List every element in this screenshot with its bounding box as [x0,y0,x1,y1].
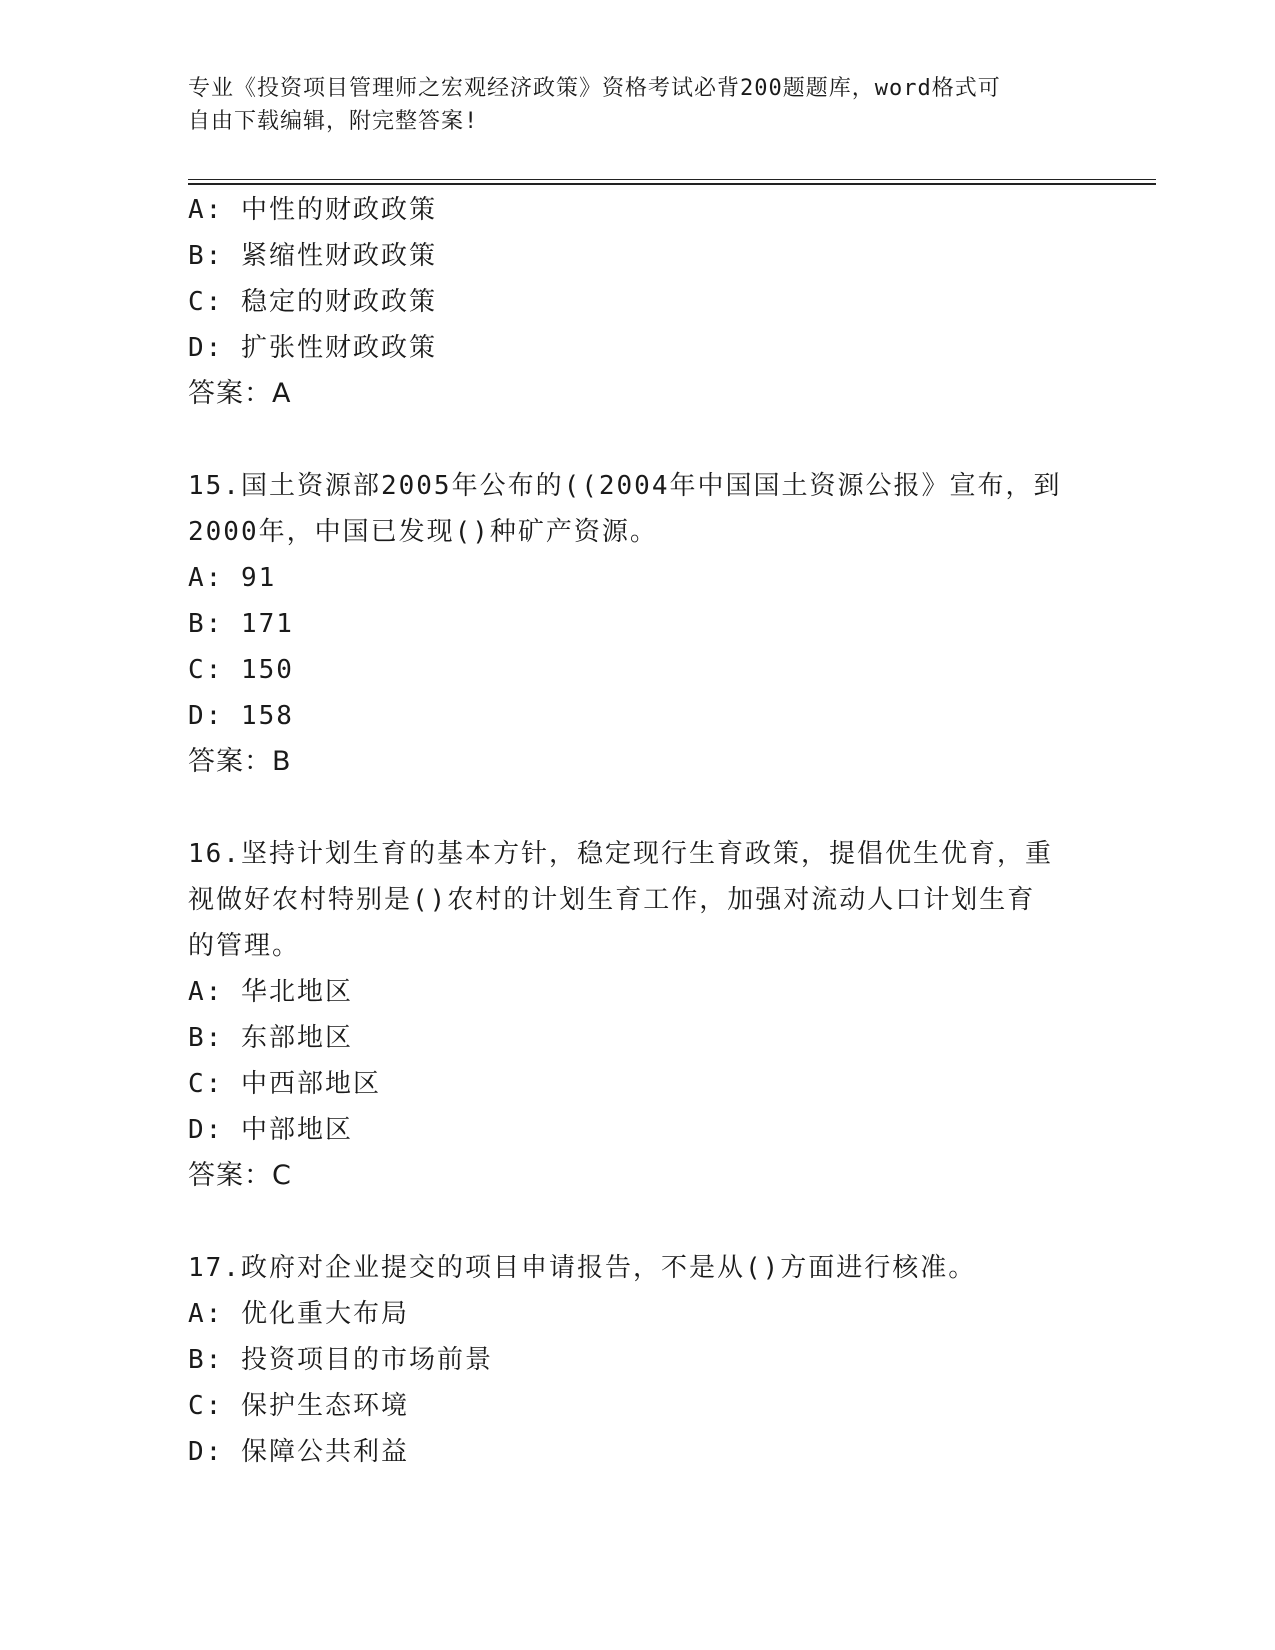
option-a: A: 优化重大布局 [188,1299,409,1329]
question-text-line: 15.国土资源部2005年公布的((2004年中国国土资源公报》宣布，到 [188,471,1062,501]
option-b: B: 171 [188,609,294,639]
option-c: C: 稳定的财政政策 [188,287,437,317]
option-d: D: 扩张性财政政策 [188,333,437,363]
option-a: A: 91 [188,563,277,593]
option-c: C: 中西部地区 [188,1069,381,1099]
option-b: B: 东部地区 [188,1023,353,1053]
question-text-line: 16.坚持计划生育的基本方针，稳定现行生育政策，提倡优生优育，重 [188,839,1053,869]
option-a: A: 中性的财政政策 [188,195,437,225]
header-divider [188,179,1156,185]
question-text-line: 的管理。 [188,931,301,961]
option-c: C: 保护生态环境 [188,1391,409,1421]
question-14 [188,187,1088,417]
question-text-line: 2000年，中国已发现()种矿产资源。 [188,517,658,547]
question-text-line: 视做好农村特别是()农村的计划生育工作，加强对流动人口计划生育 [188,885,1036,915]
option-c: C: 150 [188,655,294,685]
answer-line: 答案：A [188,378,292,409]
option-d: D: 中部地区 [188,1115,353,1145]
option-a: A: 华北地区 [188,977,353,1007]
document-header [188,72,1068,138]
option-b: B: 紧缩性财政政策 [188,241,437,271]
question-content [188,187,1088,1475]
question-16 [188,831,1088,1199]
answer-line: 答案：B [188,746,292,777]
option-b: B: 投资项目的市场前景 [188,1345,493,1375]
header-line-2: 自由下载编辑，附完整答案! [188,109,479,134]
question-15 [188,463,1088,785]
answer-line: 答案：C [188,1160,292,1191]
option-d: D: 保障公共利益 [188,1437,409,1467]
option-d: D: 158 [188,701,294,731]
question-text-line: 17.政府对企业提交的项目申请报告，不是从()方面进行核准。 [188,1253,977,1283]
header-line-1: 专业《投资项目管理师之宏观经济政策》资格考试必背200题题库，word格式可 [188,76,1001,101]
question-17 [188,1245,1088,1475]
